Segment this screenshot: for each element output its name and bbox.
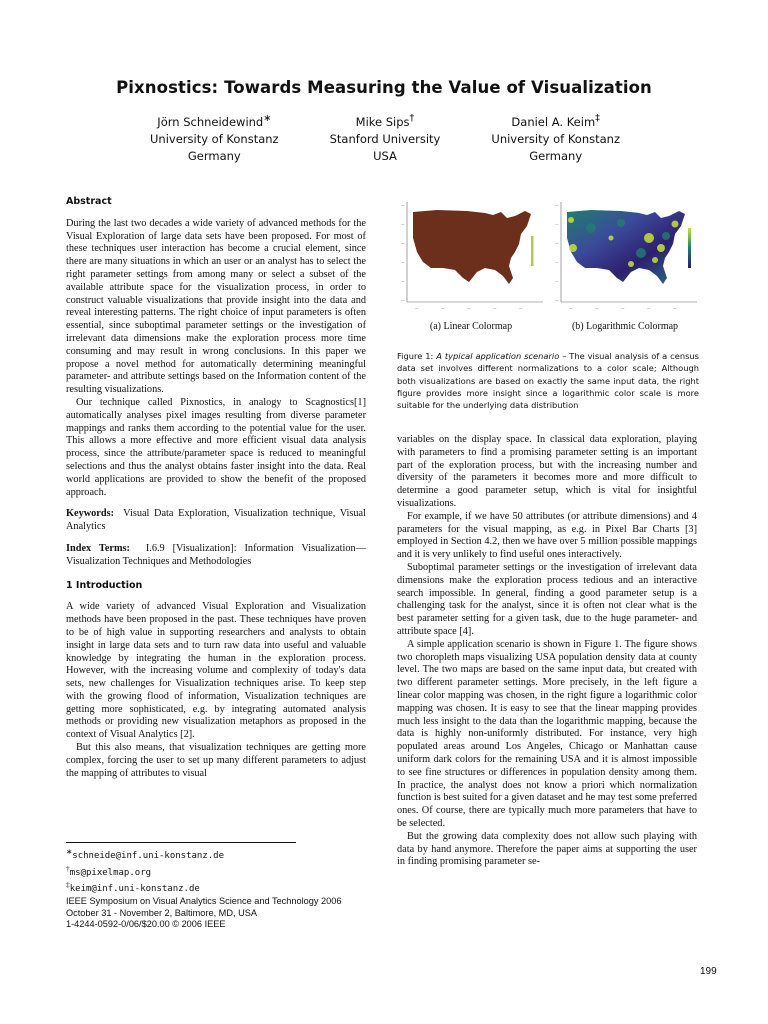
svg-text:—: — bbox=[401, 222, 405, 226]
svg-text:—: — bbox=[595, 306, 599, 310]
svg-text:—: — bbox=[519, 306, 523, 310]
index-terms bbox=[66, 543, 366, 569]
body-paragraph: But the growing data complexity does not allow such playing with data by hand anymore. Therefore the paper aims at supporting the user in finding promising parameter se- bbox=[397, 830, 697, 868]
svg-text:—: — bbox=[569, 306, 573, 310]
caption-italic: A typical application scenario bbox=[436, 351, 560, 361]
author-mark: ∗ bbox=[263, 113, 272, 124]
keywords-text: Visual Data Exploration, Visualization technique, Visual Analytics bbox=[66, 508, 366, 533]
subcaption-b: (b) Logarithmic Colormap bbox=[571, 321, 679, 332]
svg-text:—: — bbox=[647, 306, 651, 310]
svg-text:—: — bbox=[401, 260, 405, 264]
footnote: †ms@pixelmap.org bbox=[66, 863, 152, 878]
conference-info: IEEE Symposium on Visual Analytics Science and Technology 2006 October 31 - November 2, Baltimore, MD, USA 1-4244-0592-0/06/$20.00 © 2006 IEEE bbox=[66, 896, 342, 929]
abstract-paragraph: Our technique called Pixnostics, in analogy to Scagnostics[1] automatically analyses pixel images resulting from diverse parameter mappings and ranks them according to the potential value for the user. This allows a more effective and more efficient visual data analysis process, since the attribute/parameter space is reduced to meaningful selections and thus the analyst obtains faster insight into the data. Real world applications are provided to show the benefit of the proposed approach. bbox=[66, 396, 366, 498]
left-column bbox=[66, 196, 366, 780]
right-column bbox=[397, 434, 697, 869]
index-terms-label: Index Terms: bbox=[66, 542, 130, 554]
svg-text:—: — bbox=[555, 260, 559, 264]
svg-text:—: — bbox=[415, 306, 419, 310]
author-mark: ‡ bbox=[595, 113, 600, 124]
body-paragraph: A simple application scenario is shown in Figure 1. The figure shows two choropleth maps visualizing USA population density data at county level. The two maps are based on the same input data, but created with two different parameter settings. More precisely, in the left figure a linear color mapping was chosen, in the right figure a logarithmic color mapping was chosen. It is easy to see that the linear mapping provides much less insight to the data than the logarithmic mapping, because the data is highly non-uniformly distributed. For instance, very high populated areas around Los Angeles, Chicago or Manhattan cause uniform dark colors for the remaining USA and it is almost impossible to see fine structures or differences in population density among them. In practice, the analyst does not know a priori which normalization function is best suited for a given dataset and he may test some preferred ones. Of course, there are typically much more parameters that have to be selected. bbox=[397, 638, 697, 829]
figure-caption bbox=[397, 350, 699, 411]
linear-map-image bbox=[397, 198, 545, 314]
svg-text:—: — bbox=[555, 279, 559, 283]
svg-text:—: — bbox=[673, 306, 677, 310]
author-name: Mike Sips bbox=[355, 114, 410, 129]
svg-text:—: — bbox=[555, 222, 559, 226]
keywords bbox=[66, 508, 366, 534]
author-name: Jörn Schneidewind bbox=[157, 114, 264, 129]
caption-label: Figure 1: bbox=[397, 351, 434, 361]
abstract-heading: Abstract bbox=[66, 196, 112, 207]
log-map-image bbox=[551, 198, 699, 314]
map-linear bbox=[397, 198, 545, 332]
svg-text:—: — bbox=[401, 241, 405, 245]
map-logarithmic bbox=[551, 198, 699, 332]
section-heading: 1 Introduction bbox=[66, 579, 143, 591]
body-paragraph: variables on the display space. In classical data exploration, playing with parameters to find a promising parameter setting is an important part of the exploration process, but with the increasing number and diversity of the parameters it becomes more and more difficult to determine a good parameter setup, which is vital for insightful visualizations. bbox=[397, 434, 697, 509]
svg-text:—: — bbox=[555, 298, 559, 302]
svg-text:—: — bbox=[621, 306, 625, 310]
body-paragraph: Suboptimal parameter settings or the investigation of irrelevant data dimensions make the exploration process tedious and an interactive search impossible. In general, finding a good parameter setup is a challenging task for the analyst, since it is often not clear what is the best parameter setting for a given task, due to the huge parameter- and attribute space [4]. bbox=[397, 561, 697, 637]
author-block bbox=[150, 110, 279, 165]
svg-text:—: — bbox=[401, 298, 405, 302]
svg-text:—: — bbox=[493, 306, 497, 310]
page-number: 199 bbox=[700, 966, 717, 977]
author-block bbox=[330, 110, 441, 165]
author-mark: † bbox=[409, 113, 415, 124]
intro-paragraph: A wide variety of advanced Visual Exploration and Visualization methods have been proposed in the past. These techniques have proven to be of high value in supporting researchers and analysts to obtain insight in large data sets and to turn raw data into useful and valuable knowledge by integrating the human in the exploration process. However, with the increasing volume and complexity of today's data sets, new challenges for Visualization techniques arise. To keep step with the growing flood of information, Visualization techniques are getting more sophisticated, e.g. by integrating automated analysis methods or providing new visualization metaphors as proposed in the context of Visual Analytics [2]. bbox=[66, 601, 366, 741]
author-country: Germany bbox=[529, 148, 583, 163]
footnote: ∗schneide@inf.uni-konstanz.de bbox=[66, 847, 225, 861]
author-affiliation: University of Konstanz bbox=[491, 131, 620, 146]
abstract-paragraph: During the last two decades a wide variety of advanced methods for the Visual Exploration of large data sets have been proposed. For most of these techniques user interaction has become a crucial element, since there are many situations in which an user or an analyst has to select the right parameter settings from among many or select a subset of the available attribute space for the visualization process, in order to construct valuable visualizations that provide insight into the data and reveal interesting patterns. The right choice of input parameters is often essential, since suboptimal parameter settings or the investigation of irrelevant data dimensions make the exploration process more time consuming and may result in wrong conclusions. In this paper we propose a novel method for automatically determining meaningful parameter- and attribute settings based on the Information content of the resulting visualizations. bbox=[66, 217, 366, 396]
svg-text:—: — bbox=[555, 241, 559, 245]
footnotes bbox=[66, 842, 296, 896]
author-name: Daniel A. Keim bbox=[511, 114, 596, 129]
author-affiliation: University of Konstanz bbox=[150, 131, 279, 146]
keywords-label: Keywords: bbox=[66, 508, 115, 520]
intro-paragraph: But this also means, that visualization techniques are getting more complex, forcing the user to set up many different parameters to adjust the mapping of attributes to visual bbox=[66, 742, 366, 779]
subcaption-a: (a) Linear Colormap bbox=[429, 321, 513, 332]
author-affiliation: Stanford University bbox=[329, 131, 441, 146]
author-block bbox=[491, 110, 620, 165]
body-paragraph: For example, if we have 50 attributes (or attribute dimensions) and 4 parameters for the visual mapping, as e.g. in Pixel Bar Charts [3] employed in Section 4.2, then we have over 5 million possible mappings and it is very unlikely to find useful ones interactively. bbox=[397, 510, 697, 561]
svg-text:—: — bbox=[467, 306, 471, 310]
index-terms-text: I.6.9 [Visualization]: Information Visualization—Visualization Techniques and Methodologies bbox=[66, 542, 366, 567]
author-country: USA bbox=[373, 148, 397, 163]
svg-text:—: — bbox=[401, 279, 405, 283]
caption-text: – The visual analysis of a census data set involves different normalizations to a color scale; Although both visualizations are based on exactly the same input data, the right figure provides more insight since a logarithmic color scale is more suitable for the underlying data distribution bbox=[397, 351, 699, 411]
paper-title: Pixnostics: Towards Measuring the Value of Visualization bbox=[116, 78, 652, 97]
footnote: ‡keim@inf.uni-konstanz.de bbox=[66, 880, 200, 894]
author-list bbox=[150, 110, 620, 165]
author-country: Germany bbox=[187, 148, 241, 163]
svg-text:—: — bbox=[555, 203, 559, 207]
figure-1 bbox=[397, 198, 699, 411]
footnote-rule bbox=[66, 842, 296, 843]
svg-text:—: — bbox=[441, 306, 445, 310]
svg-text:—: — bbox=[401, 203, 405, 207]
